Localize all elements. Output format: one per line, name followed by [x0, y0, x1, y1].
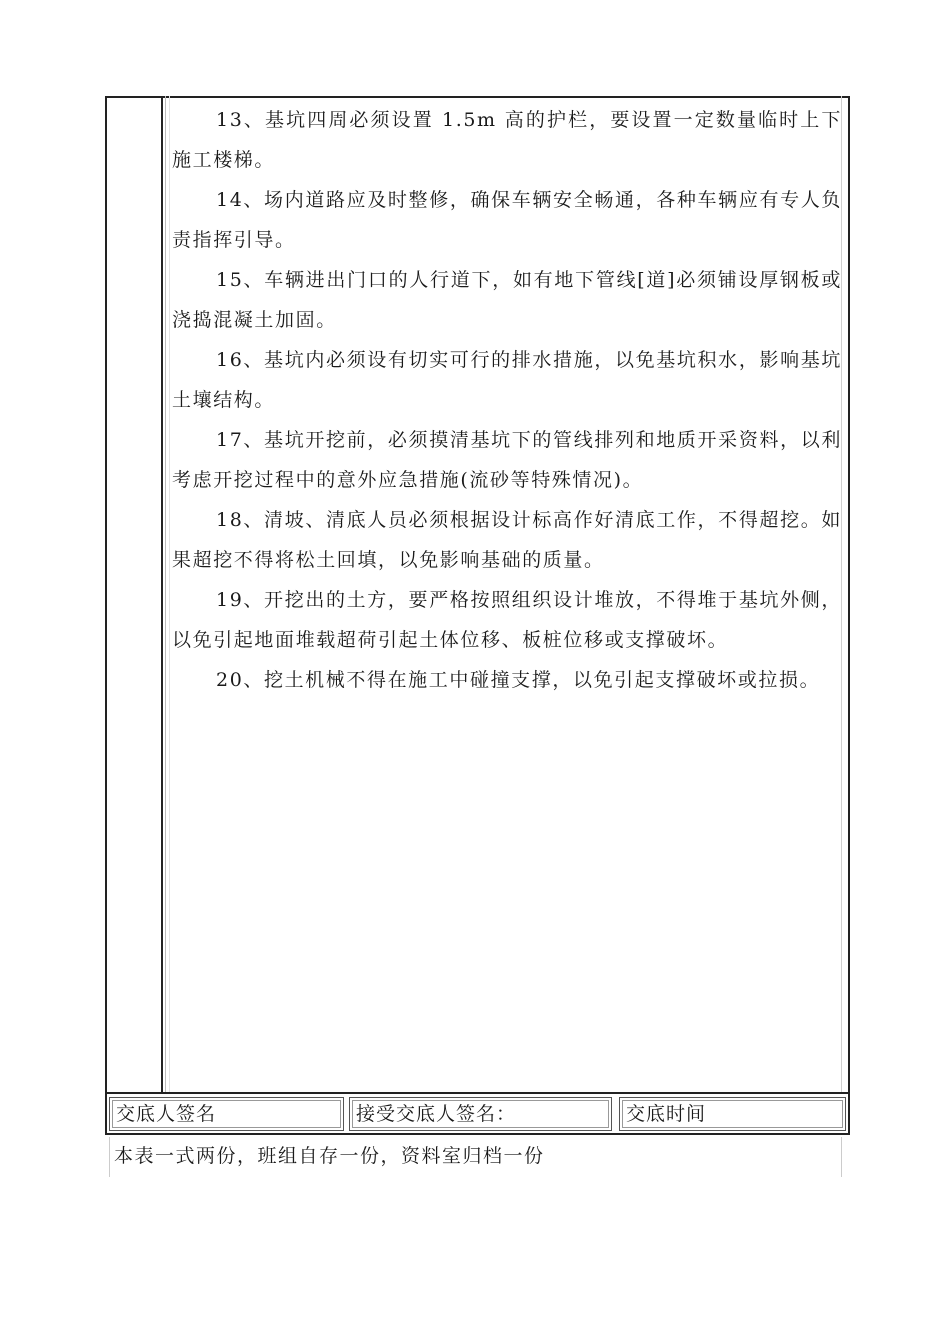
list-item: 16、基坑内必须设有切实可行的排水措施，以免基坑积水，影响基坑土壤结构。	[172, 349, 842, 411]
list-item: 13、基坑四周必须设置 1.5m 高的护栏，要设置一定数量临时上下施工楼梯。	[172, 109, 842, 171]
discloser-signature-field[interactable]: 交底人签名	[109, 1097, 344, 1131]
disclosure-time-field[interactable]: 交底时间	[619, 1097, 846, 1131]
note-border	[841, 1137, 842, 1177]
list-item: 20、挖土机械不得在施工中碰撞支撑，以免引起支撑破坏或拉损。	[216, 669, 821, 691]
table-divider	[161, 96, 163, 1094]
table-divider	[165, 96, 166, 1094]
receiver-signature-field[interactable]: 接受交底人签名：	[349, 1097, 612, 1131]
list-item: 15、车辆进出门口的人行道下，如有地下管线[道]必须铺设厚钢板或浇捣混凝土加固。	[172, 269, 842, 331]
note-border	[109, 1137, 110, 1177]
table-divider	[169, 96, 170, 1094]
list-item: 19、开挖出的土方，要严格按照组织设计堆放，不得堆于基坑外侧，以免引起地面堆载超荷引起土体位移、板桩位移或支撑破坏。	[172, 589, 842, 651]
footer-note: 本表一式两份，班组自存一份，资料室归档一份	[114, 1145, 545, 1167]
list-item: 18、清坡、清底人员必须根据设计标高作好清底工作，不得超挖。如果超挖不得将松土回填，以免影响基础的质量。	[172, 509, 842, 571]
signature-row-divider	[105, 1092, 850, 1094]
safety-items-list	[172, 100, 842, 700]
list-item: 17、基坑开挖前，必须摸清基坑下的管线排列和地质开采资料，以利考虑开挖过程中的意外应急措施(流砂等特殊情况)。	[172, 429, 842, 491]
list-item: 14、场内道路应及时整修，确保车辆安全畅通，各种车辆应有专人负责指挥引导。	[172, 189, 842, 251]
